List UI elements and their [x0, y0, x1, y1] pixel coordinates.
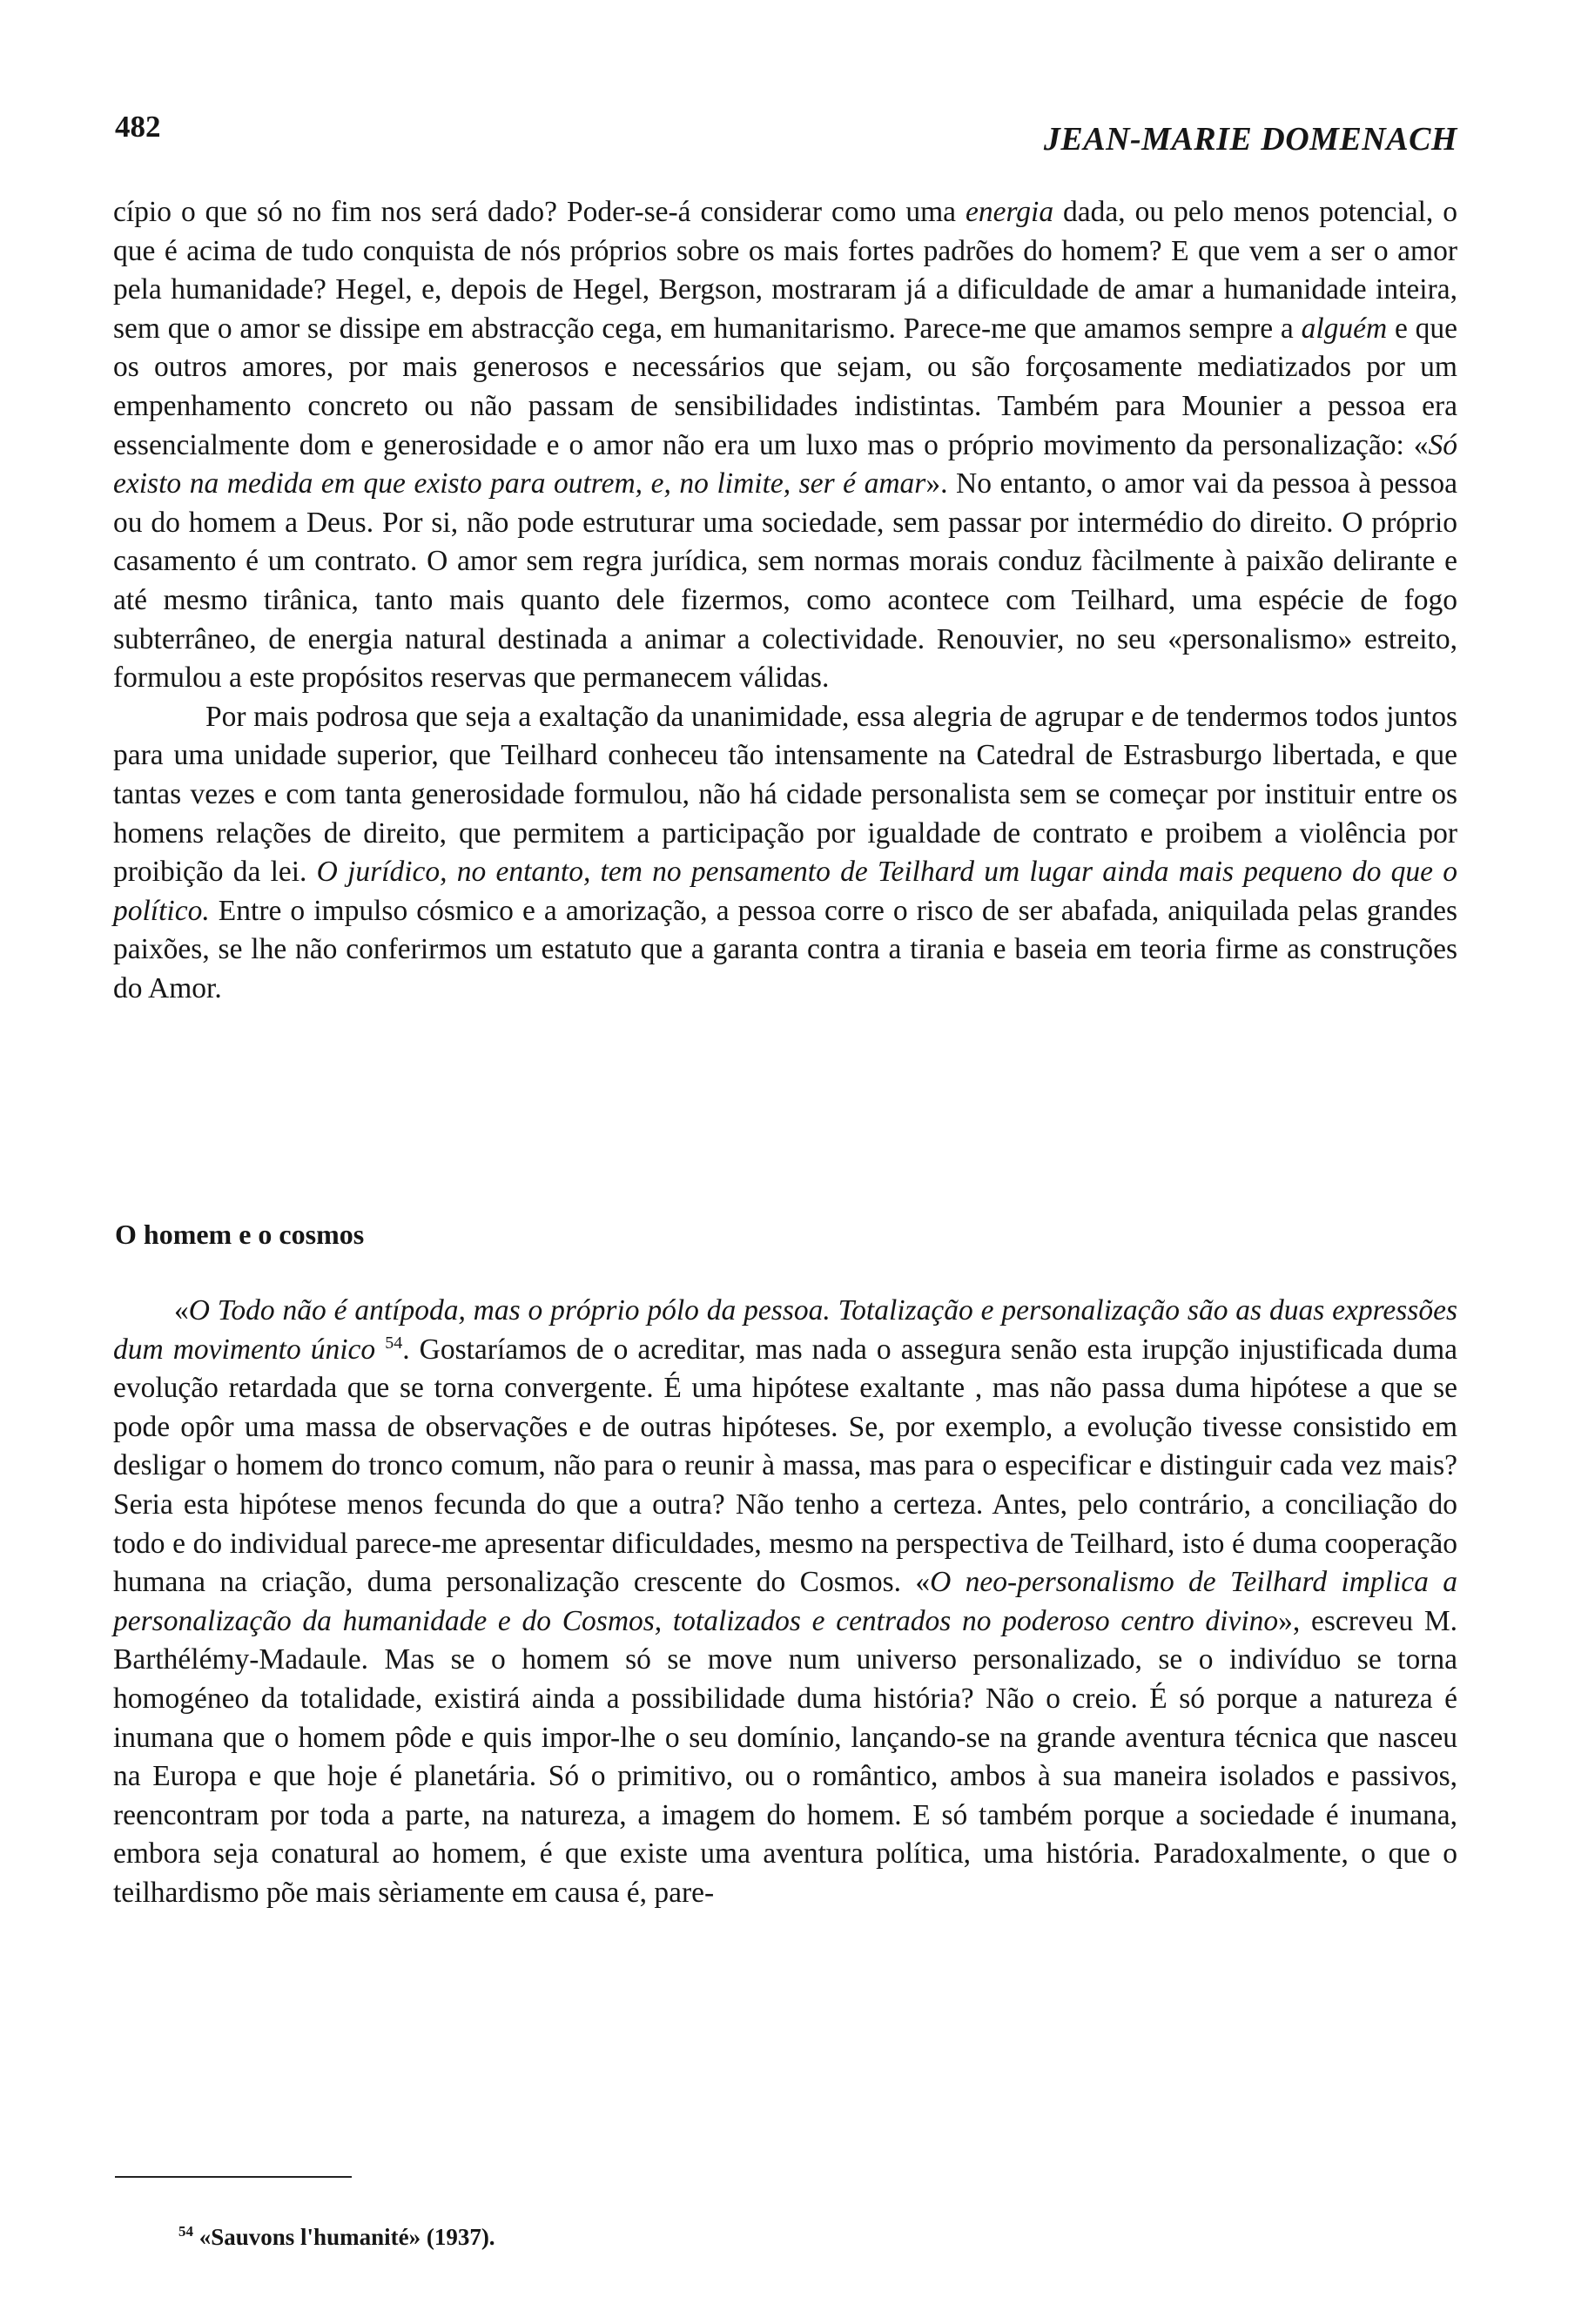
- text-run: », escreveu M. Barthélémy-Madaule. Mas se o homem só se move num universo personalizado, se o indivíduo se torna homogéneo da totalidade, existirá ainda a possibilidade duma história? Não o creio. É só porque a natureza é inumana que o homem pôde e quis impor-lhe o seu domínio, lançando-se na grande aventura técnica que nasceu na Europa e que hoje é planetária. Só o primitivo, ou o romântico, ambos à sua maneira isolados e passivos, reencontram por toda a parte, na natureza, a imagem do homem. E só também porque a sociedade é inumana, embora seja conatural ao homem, é que existe uma aventura política, uma história. Paradoxalmente, o que o teilhardismo põe mais sèriamente em causa é, pare-: [113, 1604, 1457, 1909]
- italic-text: O neo-personalismo de Teilhard implica a personalização da humanidade e do Cosmos, totalizados e centrados no poderoso centro divino: [113, 1566, 1457, 1637]
- text-run: cípio o que só no fim nos será dado? Poder-se-á considerar como uma: [113, 196, 966, 228]
- footnote: [178, 2224, 495, 2251]
- page-number: 482: [115, 110, 161, 144]
- text-run: e que os outros amores, por mais generosos e necessários que sejam, ou são forçosamente mediatizados por um empenhamento concreto ou não passam de sensibilidades indistintas. Também para Mounier a pessoa era essencialmente dom e generosidade e o amor não era um luxo mas o próprio movimento da personalização: «: [113, 312, 1457, 461]
- text-run: Por mais podrosa que seja a exaltação da unanimidade, essa alegria de agrupar e de tendermos todos juntos para uma unidade superior, que Teilhard conheceu tão intensamente na Catedral de Estrasburgo libertada, e que tantas vezes e com tanta generosidade formulou, não há cidade personalista sem se começar por instituir entre os homens relações de direito, que permitem a participação por igualdade de contrato e proibem a violência por proibição da lei.: [113, 700, 1457, 889]
- italic-text: energia: [966, 196, 1054, 228]
- italic-text: Só existo na medida em que existo para outrem, e, no limite, ser é amar: [113, 428, 1457, 500]
- paragraph: [113, 193, 1457, 698]
- text-run: «: [174, 1294, 189, 1327]
- section-body: [113, 1292, 1457, 1913]
- text-run: . Gostaríamos de o acreditar, mas nada o assegura senão esta irupção injustificada duma evolução retardada que se torna convergente. É uma hipótese exaltante , mas não passa duma hipótese a que se pode opôr uma massa de observações e de outras hipóteses. Se, por exemplo, a evolução tivesse consistido em desligar o homem do tronco comum, não para o reunir à massa, mas para o especificar e distinguir cada vez mais? Seria esta hipótese menos fecunda do que a outra? Não tenho a certeza. Antes, pelo contrário, a conciliação do todo e do individual parece-me apresentar dificuldades, mesmo na perspectiva de Teilhard, isto é duma cooperação humana na criação, duma personalização crescente do Cosmos. «: [113, 1333, 1458, 1599]
- running-head: JEAN-MARIE DOMENACH: [1043, 121, 1457, 158]
- text-run: ». No entanto, o amor vai da pessoa à pessoa ou do homem a Deus. Por si, não pode estruturar uma sociedade, sem passar por intermédio do direito. O próprio casamento é um contrato. O amor sem regra jurídica, sem normas morais conduz fàcilmente à paixão delirante e até mesmo tirânica, tanto mais quanto dele fizermos, como acontece com Teilhard, uma espécie de fogo subterrâneo, de energia natural destinada a animar a colectividade. Renouvier, no seu «personalismo» estreito, formulou a este propósitos reservas que permanecem válidas.: [113, 467, 1457, 695]
- footnote-divider: [115, 2176, 352, 2178]
- page-header: [113, 103, 1457, 164]
- footnote-text: «Sauvons l'humanité» (1937).: [198, 2224, 495, 2250]
- text-run: dada, ou pelo menos potencial, o que é acima de tudo conquista de nós próprios sobre os mais fortes padrões do homem? E que vem a ser o amor pela humanidade? Hegel, e, depois de Hegel, Bergson, mostraram já a dificuldade de amar a humanidade inteira, sem que o amor se dissipe em abstracção cega, em humanitarismo. Parece-me que amamos sempre a: [113, 196, 1457, 345]
- italic-text: O jurídico, no entanto, tem no pensamento de Teilhard um lugar ainda mais pequeno do que o político.: [113, 856, 1457, 927]
- text-run: Entre o impulso cósmico e a amorização, a pessoa corre o risco de ser abafada, aniquilada pelas grandes paixões, se lhe não conferirmos um estatuto que a garanta contra a tirania e baseia em teoria firme as construções do Amor.: [113, 894, 1457, 1004]
- body-text: [113, 193, 1457, 1008]
- footnote-reference: 54: [385, 1333, 403, 1353]
- section-heading: O homem e o cosmos: [115, 1219, 365, 1250]
- footnote-number: 54: [178, 2223, 193, 2240]
- paragraph: [113, 1292, 1457, 1913]
- italic-text: alguém: [1301, 312, 1388, 345]
- paragraph: [113, 698, 1457, 1009]
- italic-text: O Todo não é antípoda, mas o próprio pólo da pessoa. Totalização e personalização são as duas expressões dum movimento único: [113, 1294, 1457, 1366]
- text-run: [375, 1333, 385, 1366]
